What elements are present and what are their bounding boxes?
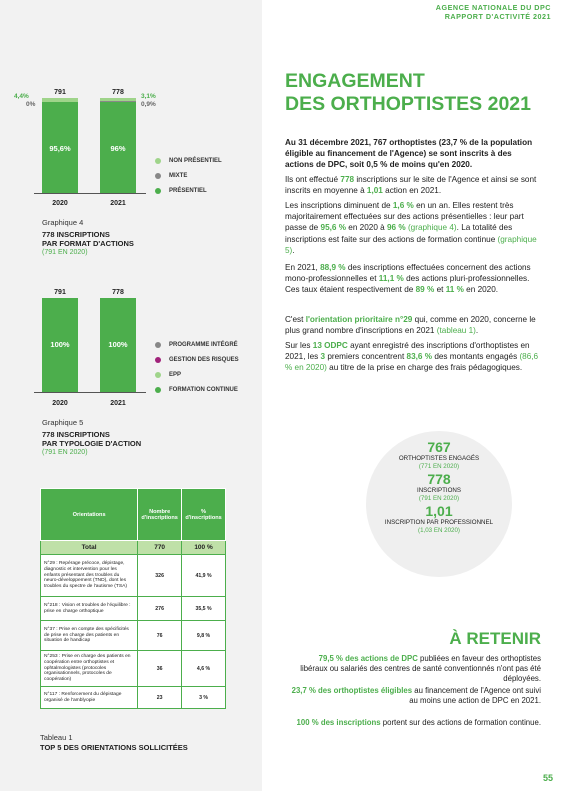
total-label-2020: 791 <box>54 89 66 96</box>
reference: (graphique 4) <box>405 223 457 233</box>
table-header-row <box>41 489 226 541</box>
text-run: inscriptions sur le site de l'Agence et ainsi se sont inscrits en moyenne à <box>285 175 537 196</box>
year-2020: 2020 <box>52 400 68 407</box>
page-title <box>285 70 555 116</box>
table-cell: 41,9 % <box>182 555 226 597</box>
label-presentiel-2020: 95,6% <box>49 144 71 153</box>
table-row <box>41 621 226 651</box>
table-row <box>41 687 226 709</box>
retenir-title: À RETENIR <box>449 629 541 648</box>
intro-paragraph: Au 31 décembre 2021, 767 orthoptistes (23,7 % de la population éligible au financement de l'Agence) se sont inscrits à des actions de DPC, soit 0,5 % de moins qu'en 2020. <box>285 138 533 170</box>
legend-item <box>155 337 239 352</box>
stat-label: ORTHOPTISTES ENGAGÉS <box>398 455 480 462</box>
stat-value: 1,01 <box>425 503 453 520</box>
text-run: . <box>292 245 295 255</box>
legend-dot <box>155 372 161 378</box>
reference: (tableau 1) <box>436 326 476 336</box>
retenir-item-1 <box>291 654 541 685</box>
legend-typologie <box>155 337 239 397</box>
text-run: action en 2021. <box>382 186 442 196</box>
text-run: En 2021, <box>285 263 321 272</box>
stat-sub: (791 EN 2020) <box>418 494 460 502</box>
year-2021: 2021 <box>110 200 126 207</box>
highlight: l'orientation prioritaire n°29 <box>305 315 413 324</box>
year-2020: 2020 <box>52 200 68 207</box>
label-mixte-2020: 0% <box>26 101 36 108</box>
stat-label: INSCRIPTION PAR PROFESSIONNEL <box>384 519 494 527</box>
table-caption: TOP 5 DES ORIENTATIONS SOLLICITÉES <box>40 743 188 752</box>
text-run: . La totalité des inscriptions est faite sur des actions de formation continue <box>285 223 513 244</box>
label-presentiel-2021: 96% <box>110 144 126 153</box>
table-header: Orientations <box>41 489 138 541</box>
stat-label: INSCRIPTIONS <box>416 487 461 495</box>
retenir-item-3 <box>291 718 541 728</box>
highlight: 1,6 % <box>392 201 414 210</box>
chart-caption-title: Graphique 4 <box>42 218 84 227</box>
highlight: 95,6 % <box>320 223 347 233</box>
highlight: 79,5 % des actions de DPC <box>318 654 418 663</box>
text-run: en 2020. <box>463 285 499 295</box>
highlight: 11,1 % <box>378 274 404 284</box>
text-run: Sur les <box>285 341 313 350</box>
legend-label: FORMATION CONTINUE <box>169 386 238 393</box>
chart-baseline <box>34 392 146 393</box>
chart-caption-sub: (791 EN 2020) <box>42 449 88 456</box>
highlight: 100 % des inscriptions <box>296 718 381 727</box>
highlight: 13 ODPC <box>312 341 348 350</box>
legend-label: GESTION DES RISQUES <box>169 356 239 363</box>
table-caption-title: Tableau 1 <box>40 733 73 742</box>
year-2021: 2021 <box>110 400 126 407</box>
text-run: . <box>475 326 479 336</box>
paragraph-3 <box>285 262 541 296</box>
table-cell: N°218 : Vision et troubles de l'équilibre : prise en charge orthoptique <box>41 597 138 621</box>
chart-caption-line1: 778 INSCRIPTIONS <box>42 230 110 239</box>
chart-caption-line1: 778 INSCRIPTIONS <box>42 430 110 439</box>
table-cell: N°253 : Prise en charge des patients en coopération entre orthoptistes et ophtalmologistes (protocoles organisationnels, protocoles de coopération) <box>41 651 138 687</box>
legend-label: MIXTE <box>169 172 188 179</box>
text-run: Les inscriptions diminuent de <box>285 201 393 210</box>
legend-label: PRÉSENTIEL <box>169 187 207 194</box>
text-run: en un an. Elles restent très majoritairement effectuées sur des actions présentielles : leur part passe de <box>285 201 524 233</box>
table-row <box>41 651 226 687</box>
text-run: publiées en faveur des orthoptistes libéraux ou salariés des centres de santé conventionnés n'ont pas été déployées. <box>300 654 541 684</box>
table-cell: N°29 : Repérage précoce, dépistage, diagnostic et intervention pour les enfants présentant des troubles du neuro-développement (TND), dont les troubles du spectre de l'autisme (TSA) <box>41 555 138 597</box>
legend-label: PROGRAMME INTÉGRÉ <box>169 341 238 348</box>
chart-caption-line2: PAR FORMAT D'ACTIONS <box>42 239 134 248</box>
highlight: 23,7 % des orthoptistes éligibles <box>291 686 413 695</box>
legend-dot <box>155 357 161 363</box>
legend-dot <box>155 173 161 179</box>
table-cell: 276 <box>138 597 182 621</box>
table-cell: 770 <box>138 541 182 555</box>
text-run: des inscriptions effectuées concernent des actions mono-professionnelles et <box>285 263 531 284</box>
legend-label: EPP <box>169 371 182 378</box>
text-run: et <box>434 285 446 295</box>
legend-dot <box>155 342 161 348</box>
stat-value: 767 <box>427 439 451 455</box>
highlight: 778 <box>340 175 355 184</box>
chart-baseline <box>34 193 146 194</box>
key-figures-circle <box>366 431 512 577</box>
legend-item <box>155 168 222 183</box>
highlight: 88,9 % <box>320 263 346 272</box>
table-header: Nombre d'inscriptions <box>138 489 182 541</box>
orientations-table <box>40 488 226 709</box>
table-cell: 100 % <box>182 541 226 555</box>
label-nonpresentiel-2021: 3,1% <box>141 93 156 100</box>
label-formation-2020: 100% <box>50 340 70 349</box>
legend-label: NON PRÉSENTIEL <box>169 157 222 164</box>
label-nonpresentiel-2020: 4,4% <box>14 93 29 100</box>
table-cell: 23 <box>138 687 182 709</box>
text-run: des montants engagés <box>432 352 520 362</box>
table-cell: Total <box>41 541 138 555</box>
total-label-2020: 791 <box>54 289 66 296</box>
text-run: ayant enregistré des inscriptions d'orthoptistes en 2021, les <box>285 341 530 362</box>
legend-item <box>155 153 222 168</box>
title-line1: ENGAGEMENT <box>285 70 425 92</box>
highlight: 89 % <box>415 285 435 295</box>
legend-item <box>155 352 239 367</box>
table-cell: N°117 : Renforcement du dépistage organisé de l'amblyopie <box>41 687 138 709</box>
legend-dot <box>155 158 161 164</box>
table-cell: 36 <box>138 651 182 687</box>
paragraph-4 <box>285 314 541 336</box>
highlight: 3 <box>320 352 326 362</box>
title-line2: DES ORTHOPTISTES 2021 <box>285 93 531 115</box>
table-cell: 326 <box>138 555 182 597</box>
highlight: 83,6 % <box>406 352 433 362</box>
chart-caption-line2: PAR TYPOLOGIE D'ACTION <box>42 439 142 448</box>
legend-item <box>155 367 239 382</box>
paragraph-2 <box>285 200 541 256</box>
table-row <box>41 597 226 621</box>
table-cell: 76 <box>138 621 182 651</box>
text-run: des actions pluri-professionnelles. Ces taux étaient respectivement de <box>285 274 530 295</box>
legend-item <box>155 183 222 198</box>
total-label-2021: 778 <box>112 89 124 96</box>
legend-dot <box>155 387 161 393</box>
total-label-2021: 778 <box>112 289 124 296</box>
table-cell: 9,8 % <box>182 621 226 651</box>
text-run: au titre de la prise en charge des frais pédagogiques. <box>326 363 523 373</box>
stat-sub: (771 EN 2020) <box>418 462 460 470</box>
table-cell: 3 % <box>182 687 226 709</box>
header-report: RAPPORT D'ACTIVITÉ 2021 <box>444 12 551 21</box>
highlight: 1,01 <box>366 186 383 196</box>
retenir-item-2 <box>291 686 541 706</box>
legend-item <box>155 382 239 397</box>
chart-caption-title: Graphique 5 <box>42 418 84 427</box>
page-header <box>436 3 551 21</box>
highlight: 96 % <box>387 223 406 233</box>
stat-value: 778 <box>427 471 451 488</box>
chart-caption-sub: (791 EN 2020) <box>42 249 88 256</box>
label-formation-2021: 100% <box>108 340 128 349</box>
paragraph-1 <box>285 174 541 196</box>
stat-sub: (1,03 EN 2020) <box>418 526 460 534</box>
text-run: qui, comme en 2020, concerne le plus grand nombre d'inscriptions en 2021 <box>285 315 536 336</box>
text-run: en 2020 à <box>346 223 387 233</box>
legend-format <box>155 153 222 198</box>
legend-dot <box>155 188 161 194</box>
text-run: Ils ont effectué <box>285 175 341 184</box>
table-total-row <box>41 541 226 555</box>
reference: (graphique 5) <box>285 234 537 255</box>
text-run: portent sur des actions de formation continue. <box>380 718 541 727</box>
text-run: au financement de l'Agence ont suivi au moins une action de DPC en 2021. <box>409 686 541 706</box>
header-agency: AGENCE NATIONALE DU DPC <box>435 3 551 12</box>
table-row <box>41 555 226 597</box>
text-run: premiers concentrent <box>325 352 407 362</box>
table-cell: 4,6 % <box>182 651 226 687</box>
table-cell: 35,5 % <box>182 597 226 621</box>
paragraph-5 <box>285 340 541 374</box>
reference: (86,6 % en 2020) <box>285 352 539 373</box>
highlight: 11 % <box>445 285 464 295</box>
table-header: % d'inscriptions <box>182 489 226 541</box>
text-run: C'est <box>285 315 306 324</box>
label-mixte-2021: 0,9% <box>141 101 156 108</box>
table-cell: N°37 : Prise en compte des spécificités de prise en charge des patients en situation de handicap <box>41 621 138 651</box>
page-number: 55 <box>542 773 553 783</box>
